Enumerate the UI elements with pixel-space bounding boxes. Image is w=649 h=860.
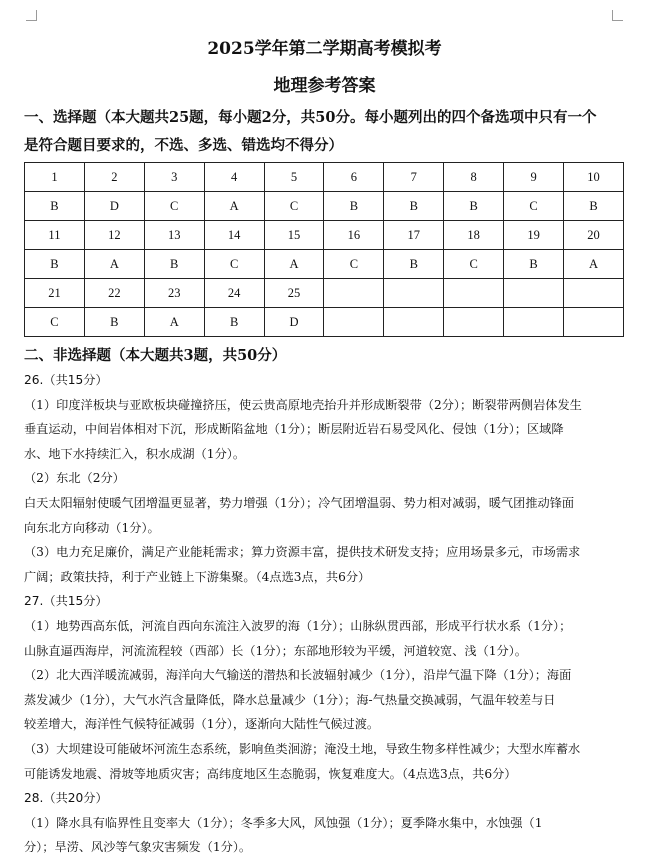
answer-line: （3）电力充足廉价，满足产业能耗需求；算力资源丰富，提供技术研发支持；应用场景多元，市场需求: [24, 545, 581, 560]
section1-heading-line2: 是符合题目要求的，不选、多选、错选均不得分）: [24, 137, 343, 154]
question-number-cell: 23: [144, 279, 204, 308]
answer-cell: B: [204, 308, 264, 337]
question-number-cell: 11: [25, 221, 85, 250]
answer-cell: C: [264, 192, 324, 221]
answer-cell: B: [25, 192, 85, 221]
answer-line: 向东北方向移动（1分）。: [24, 520, 160, 535]
question-number-cell: 4: [204, 163, 264, 192]
question-number-cell: 8: [444, 163, 504, 192]
answer-cell: D: [84, 192, 144, 221]
question-number-cell: 13: [144, 221, 204, 250]
question-header: 27.（共15分）: [24, 594, 108, 609]
answer-cell: D: [264, 308, 324, 337]
question-number-row: [25, 221, 624, 250]
question-number-cell: [564, 279, 624, 308]
answer-cell: C: [324, 250, 384, 279]
section2-body: [24, 368, 614, 860]
question-number-cell: 15: [264, 221, 324, 250]
section2-heading: 二、非选择题（本大题共3题，共50分）: [24, 347, 287, 364]
answer-line: （2）北大西洋暖流减弱，海洋向大气输送的潜热和长波辐射减少（1分），沿岸气温下降（1分）；海面: [24, 668, 572, 683]
question-number-cell: 2: [84, 163, 144, 192]
section1-heading-line1: 一、选择题（本大题共25题，每小题2分，共50分。每小题列出的四个备选项中只有一个: [24, 109, 597, 126]
answer-cell: C: [504, 192, 564, 221]
answer-cell: C: [204, 250, 264, 279]
question-number-cell: 10: [564, 163, 624, 192]
answer-line: （1）降水具有临界性且变率大（1分）；冬季多大风，风蚀强（1分）；夏季降水集中，水蚀强（1: [24, 815, 543, 830]
answer-cell: C: [444, 250, 504, 279]
answer-line: 蒸发减少（1分），大气水汽含量降低，降水总量减少（1分）；海-气热量交换减弱，气温年较差与日: [24, 692, 556, 707]
answer-line: （2）东北（2分）: [24, 471, 125, 486]
answer-line: 水、地下水持续汇入，积水成湖（1分）。: [24, 446, 246, 461]
answer-row: [25, 250, 624, 279]
question-number-cell: [324, 279, 384, 308]
answer-line: （3）大坝建设可能破坏河流生态系统，影响鱼类洄游；淹没土地，导致生物多样性减少；大型水库蓄水: [24, 741, 581, 756]
answer-cell: C: [144, 192, 204, 221]
answer-cell: A: [264, 250, 324, 279]
document-title: 2025学年第二学期高考模拟考: [207, 39, 442, 59]
answer-line: 垂直运动，中间岩体相对下沉，形成断陷盆地（1分）；断层附近岩石易受风化、侵蚀（1分）；区域降: [24, 422, 564, 437]
answer-line: 广阔；政策扶持，利于产业链上下游集聚。（4点选3点，共6分）: [24, 569, 371, 584]
answer-line: （1）地势西高东低，河流自西向东流注入波罗的海（1分）；山脉纵贯西部，形成平行状水系（1分）；: [24, 618, 572, 633]
answer-cell: B: [384, 192, 444, 221]
question-number-cell: 7: [384, 163, 444, 192]
answer-cell: B: [444, 192, 504, 221]
answer-line: （1）印度洋板块与亚欧板块碰撞挤压，使云贵高原地壳抬升并形成断裂带（2分）；断裂带两侧岩体发生: [24, 397, 582, 412]
question-header: 28.（共20分）: [24, 791, 108, 806]
question-number-row: [25, 163, 624, 192]
answer-cell: B: [324, 192, 384, 221]
question-number-cell: 12: [84, 221, 144, 250]
question-number-cell: 9: [504, 163, 564, 192]
question-number-cell: 17: [384, 221, 444, 250]
question-number-cell: 21: [25, 279, 85, 308]
answer-cell: B: [144, 250, 204, 279]
question-number-cell: [504, 279, 564, 308]
answer-line: 较差增大，海洋性气候特征减弱（1分），逐渐向大陆性气候过渡。: [24, 717, 380, 732]
answer-cell: B: [504, 250, 564, 279]
question-number-cell: 3: [144, 163, 204, 192]
question-number-cell: 19: [504, 221, 564, 250]
question-number-row: [25, 279, 624, 308]
answer-cell: [564, 308, 624, 337]
answer-line: 可能诱发地震、滑坡等地质灾害；高纬度地区生态脆弱，恢复难度大。（4点选3点，共6分）: [24, 766, 517, 781]
margin-corner-right: [612, 10, 623, 21]
question-number-cell: [384, 279, 444, 308]
question-number-cell: 22: [84, 279, 144, 308]
question-number-cell: 20: [564, 221, 624, 250]
answer-cell: A: [564, 250, 624, 279]
margin-corner-left: [26, 10, 37, 21]
section1-heading: [24, 104, 629, 160]
answer-cell: B: [564, 192, 624, 221]
answer-line: 山脉直逼西海岸，河流流程较（西部）长（1分）；东部地形较为平缓，河道较宽、浅（1分）。: [24, 643, 527, 658]
document-subtitle: 地理参考答案: [273, 76, 376, 96]
question-number-cell: 5: [264, 163, 324, 192]
question-number-cell: 14: [204, 221, 264, 250]
answer-table: [24, 162, 624, 337]
answer-cell: A: [144, 308, 204, 337]
answer-cell: B: [84, 308, 144, 337]
answer-cell: [444, 308, 504, 337]
answer-cell: [384, 308, 444, 337]
answer-cell: [324, 308, 384, 337]
answer-cell: [504, 308, 564, 337]
question-header: 26.（共15分）: [24, 373, 108, 387]
question-number-cell: [444, 279, 504, 308]
question-number-cell: 16: [324, 221, 384, 250]
answer-row: [25, 308, 624, 337]
answer-cell: C: [25, 308, 85, 337]
answer-cell: A: [84, 250, 144, 279]
question-number-cell: 25: [264, 279, 324, 308]
question-number-cell: 1: [25, 163, 85, 192]
question-number-cell: 18: [444, 221, 504, 250]
answer-line: 分）；旱涝、风沙等气象灾害频发（1分）。: [24, 840, 252, 855]
answer-line: 白天太阳辐射使暖气团增温更显著，势力增强（1分）；冷气团增温弱、势力相对减弱，暖气团推动锋面: [24, 495, 575, 510]
question-number-cell: 24: [204, 279, 264, 308]
answer-cell: B: [384, 250, 444, 279]
answer-row: [25, 192, 624, 221]
answer-cell: B: [25, 250, 85, 279]
answer-cell: A: [204, 192, 264, 221]
question-number-cell: 6: [324, 163, 384, 192]
